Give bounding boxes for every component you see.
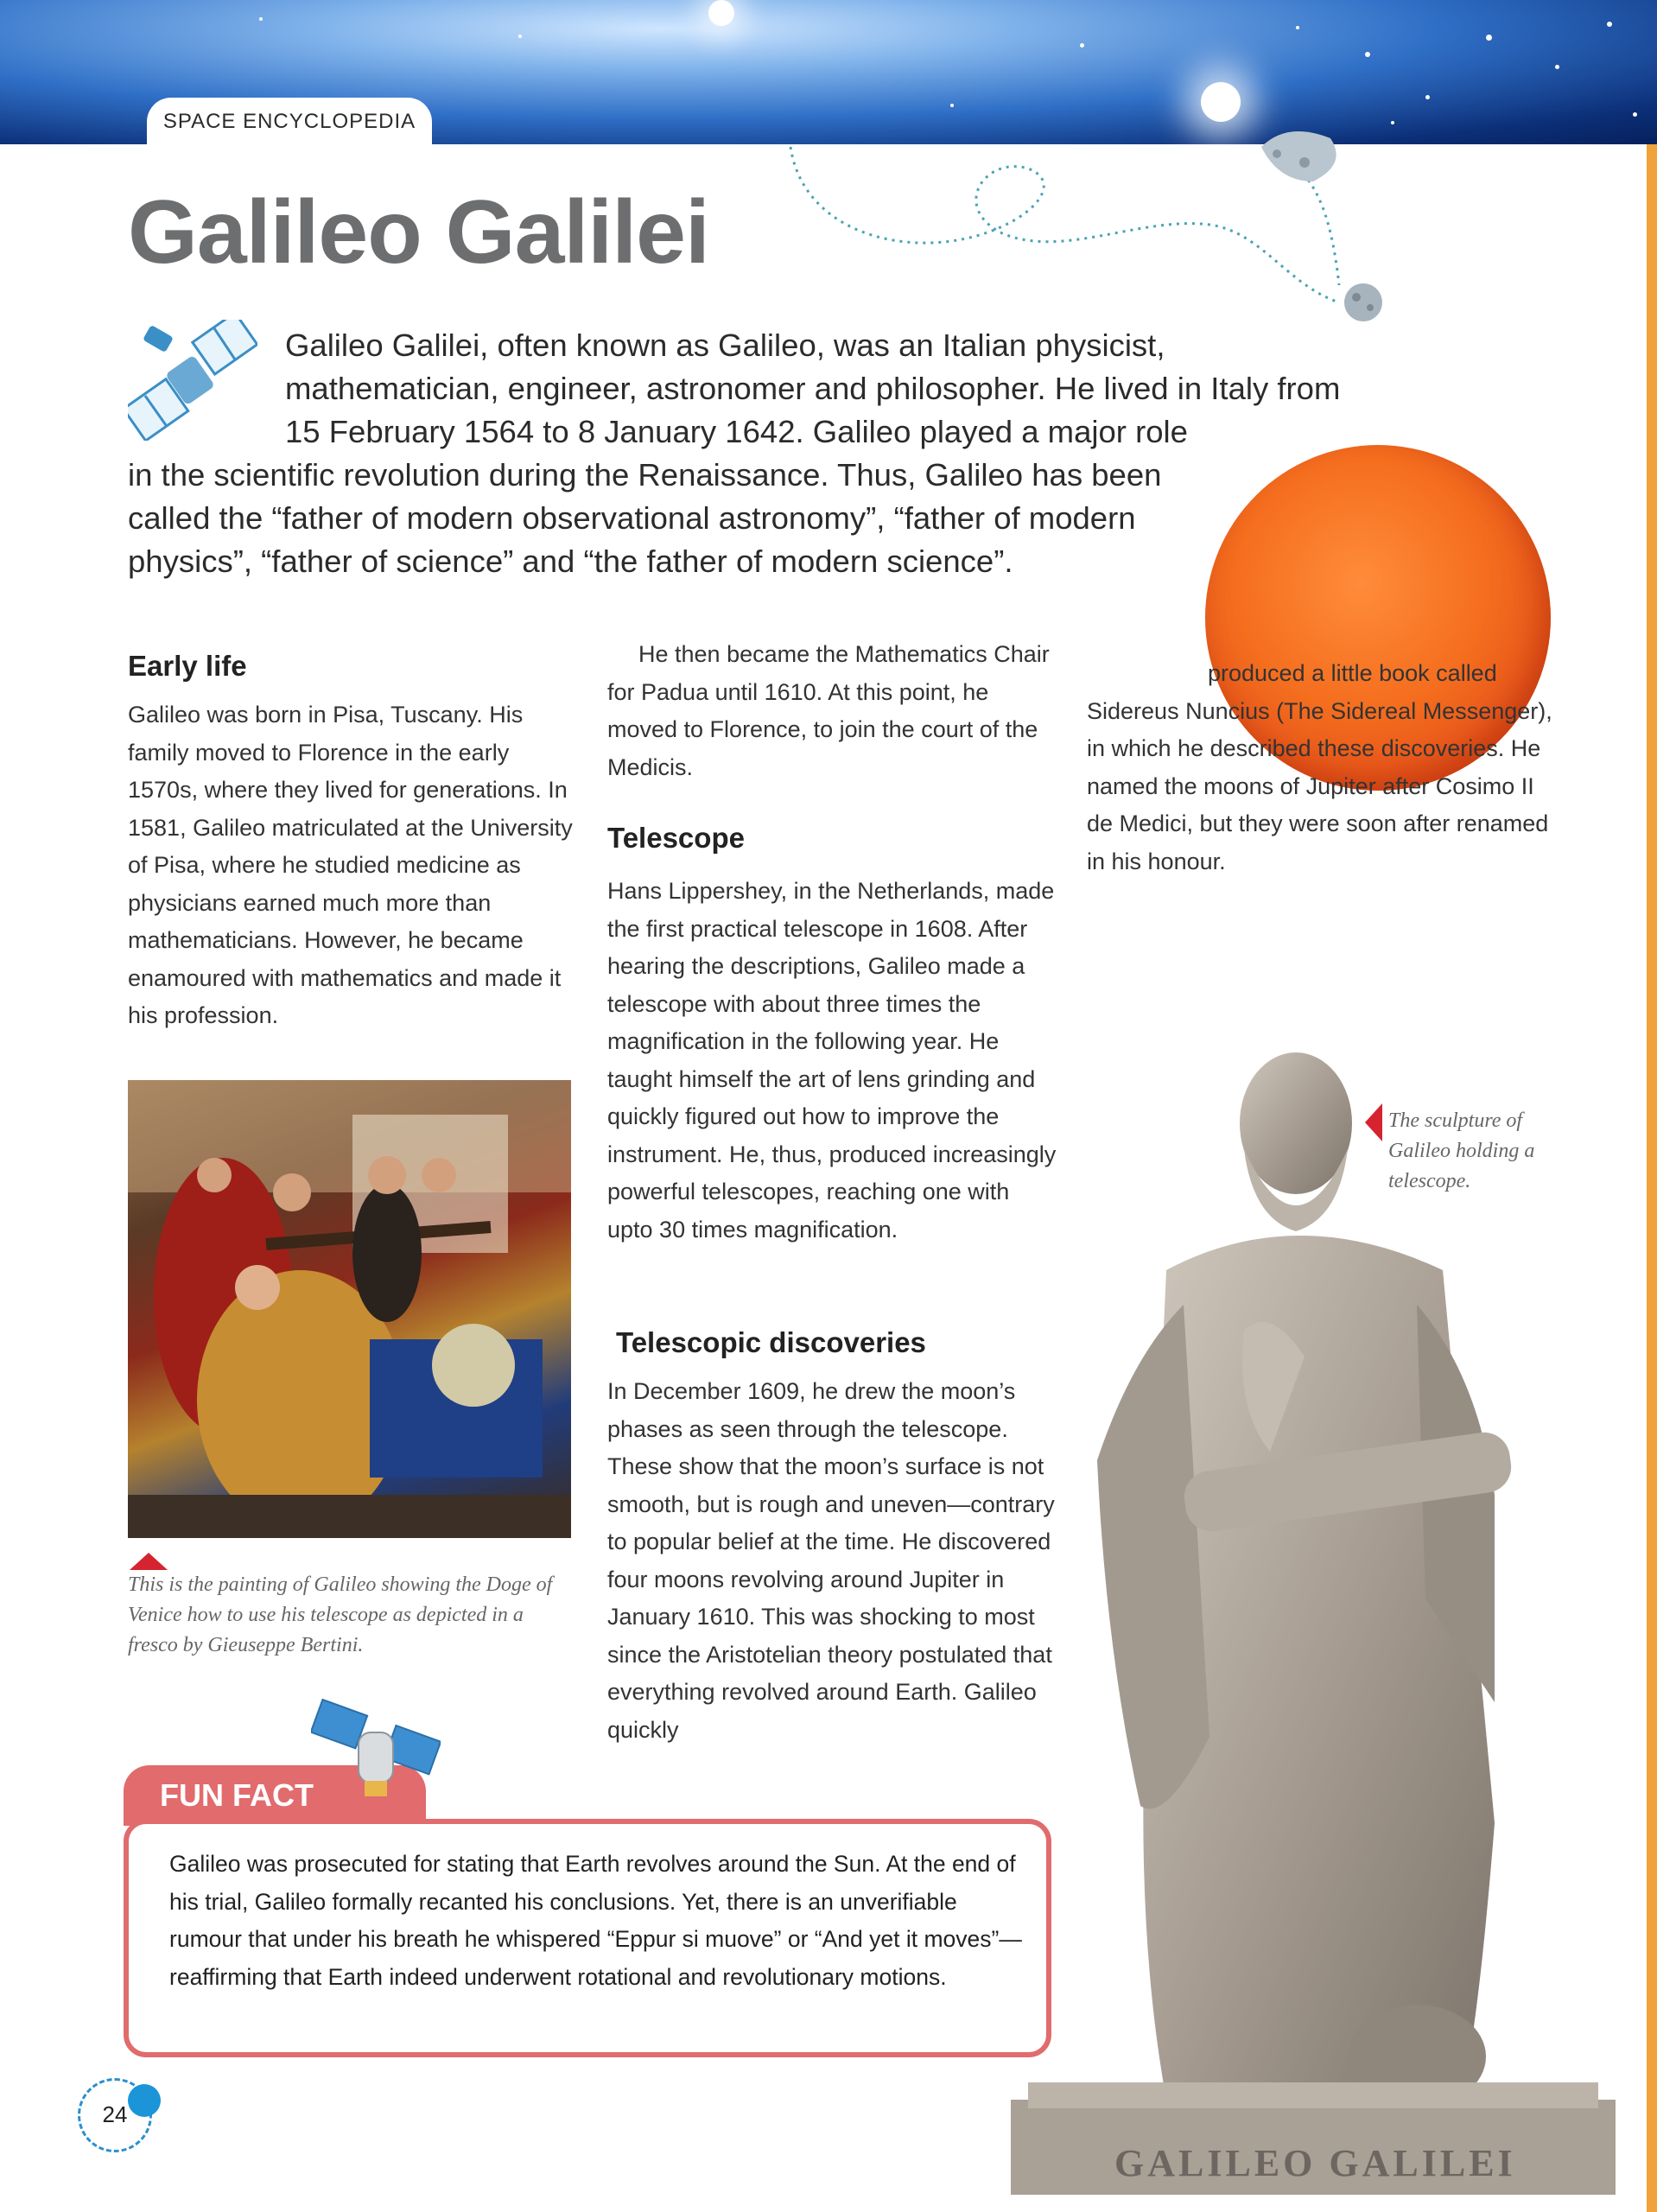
statue-caption: The sculpture of Galileo holding a telescope. bbox=[1388, 1109, 1535, 1192]
galileo-painting-image bbox=[128, 1080, 571, 1538]
sidereus-paragraph bbox=[1087, 655, 1553, 880]
galileo-statue-image bbox=[1011, 1046, 1616, 2195]
painting-caption: This is the painting of Galileo showing the Doge of Venice how to use his telescope as depicted in a fresco by Gieuseppe Bertini. bbox=[128, 1573, 553, 1656]
orbit-path-decoration bbox=[778, 130, 1400, 337]
caption-pointer-icon bbox=[1365, 1103, 1382, 1141]
satellite-icon bbox=[128, 320, 257, 441]
sidereus-text: produced a little book called Sidereus Nuncius (The Sidereal Messenger), in which he described these discoveries. He named the moons of Jupiter after Cosimo II de Medici, but they were soon after renamed in his honour. bbox=[1087, 660, 1552, 874]
series-label: SPACE ENCYCLOPEDIA bbox=[147, 98, 432, 146]
caption-pointer-icon bbox=[130, 1553, 168, 1570]
early-life-text: Galileo was born in Pisa, Tuscany. His family moved to Florence in the early 1570s, where they lived for generations. In 1581, Galileo matriculated at the University of Pisa, where he studied medicine as physicians earned much more than mathematicians. However, he became enamoured with mathematics and made it his profession. bbox=[128, 702, 573, 1028]
page-title: Galileo Galilei bbox=[128, 182, 709, 283]
intro-paragraph-part2: in the scientific revolution during the Renaissance. Thus, Galileo has been called the “father of modern observational astronomy”, “father of modern physics”, “father of science” and “the father of modern science”. bbox=[128, 457, 1162, 579]
telescope-text: Hans Lippershey, in the Netherlands, made the first practical telescope in 1608. After hearing the descriptions, Galileo made a telescope with about three times the magnification in the following year. He taught himself the art of lens grinding and quickly figured out how to improve the instrument. He, thus, produced increasingly powerful telescopes, reaching one with upto 30 times magnification. bbox=[607, 878, 1057, 1243]
fun-fact-label: FUN FACT bbox=[124, 1765, 426, 1826]
early-life-heading: Early life bbox=[128, 650, 247, 682]
discoveries-text: In December 1609, he drew the moon’s phases as seen through the telescope. These show that the moon’s surface is not smooth, but is rough and uneven—contrary to popular belief at the time. He discovered four moons revolving around Jupiter in January 1610. This was shocking to most since the Aristotelian theory postulated that everything revolved around Earth. Galileo quickly bbox=[607, 1378, 1055, 1743]
telescope-heading: Telescope bbox=[607, 822, 745, 854]
statue-inscription: GALILEO GALILEI bbox=[1114, 2142, 1516, 2184]
page-edge-strip bbox=[1647, 144, 1657, 2212]
discoveries-heading: Telescopic discoveries bbox=[616, 1326, 926, 1358]
padua-text: He then became the Mathematics Chair for Padua until 1610. At this point, he moved to Florence, to join the court of the Medicis. bbox=[607, 641, 1050, 780]
satellite-icon bbox=[311, 1698, 441, 1810]
padua-paragraph bbox=[607, 636, 1057, 786]
intro-paragraph-part1: Galileo Galilei, often known as Galileo, was an Italian physicist, mathematician, engineer, astronomer and philosopher. He lived in Italy from 15 February 1564 to 8 January 1642. Galileo played a major role bbox=[285, 327, 1341, 449]
page-number: 24 bbox=[102, 2101, 128, 2127]
fun-fact-text: Galileo was prosecuted for stating that Earth revolves around the Sun. At the end of his trial, Galileo formally recanted his conclusions. Yet, there is an unverifiable rumour that under his breath he whispered “Eppur si muove” or “And yet it moves”—reaffirming that Earth indeed underwent rotational and revolutionary motions. bbox=[169, 1851, 1022, 1990]
